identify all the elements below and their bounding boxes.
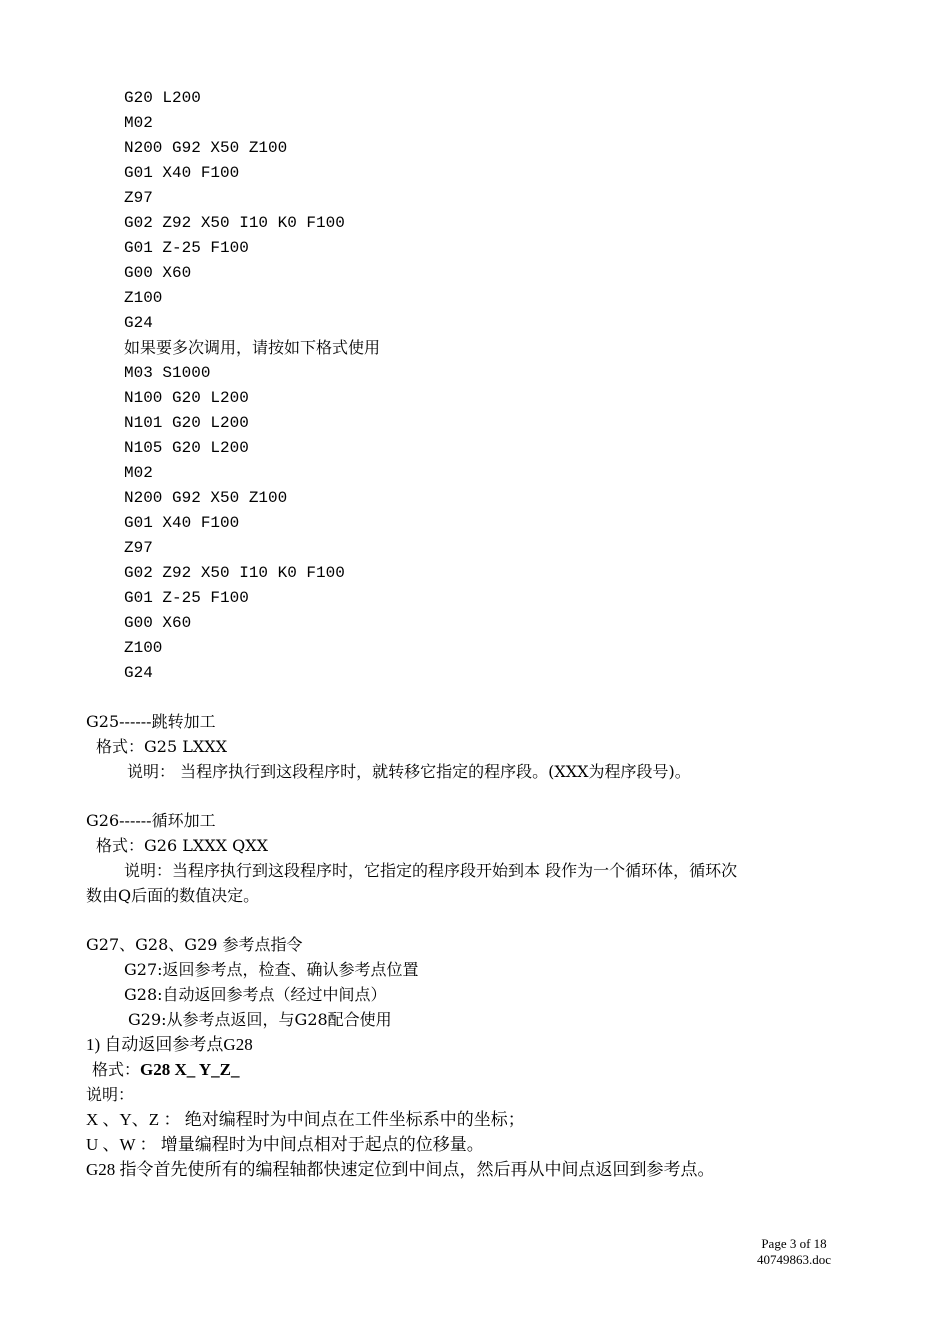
g27-29-heading: G27、G28、G29 参考点指令 — [86, 935, 303, 954]
code-line: Z97 — [124, 539, 153, 557]
g28-item-heading: 1) 自动返回参考点G28 — [86, 1035, 253, 1054]
g26-format: 格式：G26 LXXX QXX — [96, 836, 269, 855]
code-line: N105 G20 L200 — [124, 439, 249, 457]
file-name: 40749863.doc — [757, 1252, 832, 1267]
g26-heading: G26------循环加工 — [86, 811, 216, 830]
g29-description: G29:从参考点返回，与G28配合使用 — [128, 1010, 392, 1029]
code-line: Z100 — [124, 289, 163, 307]
code-line: G01 Z-25 F100 — [124, 239, 249, 257]
code-line: G02 Z92 X50 I10 K0 F100 — [124, 564, 345, 582]
uw-text: 增量编程时为中间点相对于起点的位移量。 — [156, 1135, 484, 1154]
code-line: G01 X40 F100 — [124, 164, 240, 182]
code-line: M02 — [124, 114, 153, 132]
format-value: G28 X_ Y_Z_ — [140, 1060, 240, 1079]
code-line: G00 X60 — [124, 264, 192, 282]
xyz-explanation — [86, 1110, 525, 1130]
page-footer — [757, 1236, 831, 1268]
code-line: G24 — [124, 664, 153, 682]
xyz-key: X 、Y、Z ： — [86, 1110, 181, 1129]
code-line: N101 G20 L200 — [124, 414, 249, 432]
code-line: G20 L200 — [124, 89, 201, 107]
g27-description: G27:返回参考点，检查、确认参考点位置 — [124, 960, 419, 979]
g25-description: 说明： 当程序执行到这段程序时，就转移它指定的程序段。(XXX为程序段号)。 — [127, 762, 691, 781]
code-line: G02 Z92 X50 I10 K0 F100 — [124, 214, 345, 232]
multi-call-note: 如果要多次调用，请按如下格式使用 — [124, 338, 381, 357]
g26-description-line2: 数由Q后面的数值决定。 — [86, 886, 260, 905]
code-line: G01 Z-25 F100 — [124, 589, 249, 607]
format-label: 格式： — [92, 1060, 141, 1079]
code-line: G24 — [124, 314, 153, 332]
uw-key: U 、W ： — [86, 1135, 157, 1154]
code-line: Z100 — [124, 639, 163, 657]
g28-description: G28:自动返回参考点（经过中间点） — [124, 985, 387, 1004]
xyz-text: 绝对编程时为中间点在工件坐标系中的坐标； — [180, 1110, 525, 1129]
code-line: M02 — [124, 464, 153, 482]
g25-heading: G25------跳转加工 — [86, 712, 216, 731]
code-line: Z97 — [124, 189, 153, 207]
g28-note: G28 指令首先使所有的编程轴都快速定位到中间点，然后再从中间点返回到参考点。 — [86, 1160, 715, 1179]
uw-explanation — [86, 1135, 484, 1155]
code-line: M03 S1000 — [124, 364, 211, 382]
explain-label: 说明： — [86, 1085, 135, 1104]
code-line: N200 G92 X50 Z100 — [124, 139, 288, 157]
code-line: G00 X60 — [124, 614, 192, 632]
page-number: Page 3 of 18 — [761, 1236, 827, 1251]
code-line: N100 G20 L200 — [124, 389, 249, 407]
g25-format: 格式：G25 LXXX — [96, 737, 228, 756]
g28-format — [92, 1060, 240, 1080]
code-line: G01 X40 F100 — [124, 514, 240, 532]
code-line: N200 G92 X50 Z100 — [124, 489, 288, 507]
g26-description-line1: 说明：当程序执行到这段程序时，它指定的程序段开始到本 段作为一个循环体，循环次 — [124, 861, 738, 880]
